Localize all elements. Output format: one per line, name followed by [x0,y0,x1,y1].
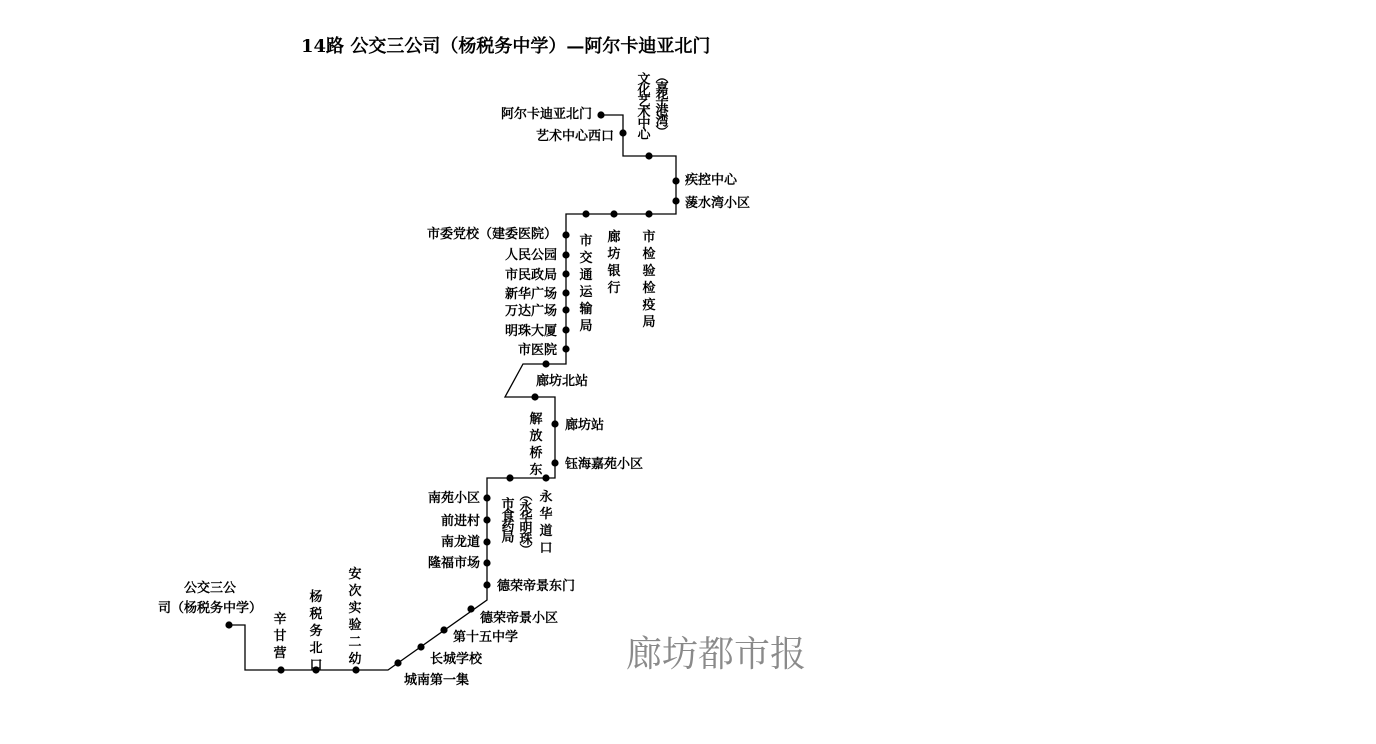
stop-label: 德荣帝景东门 [497,579,576,594]
stop-marker [483,516,490,523]
watermark: 廊坊都市报 [626,634,807,675]
stop-label: 疾控中心 [685,173,738,188]
stop-marker [483,559,490,566]
stop-marker [551,420,558,427]
stop-marker [352,666,359,673]
stop-label: 市医院 [517,343,557,358]
stop-label-char: 市 [579,233,593,249]
stop-marker [483,494,490,501]
stop-label [348,566,361,667]
stop-label: 阿尔卡迪亚北门 [500,107,592,122]
stop-label-char: 珠 [519,532,533,548]
stop-label-char: 税 [309,606,323,622]
stop-marker [672,177,679,184]
stop-label-char: ︶ [655,125,669,141]
stop-label-char: 北 [309,640,323,656]
stop-label-char: 验 [642,263,656,279]
stop-label-char: 桥 [529,445,543,461]
stop-marker [467,605,474,612]
stop-label-char: 交 [579,250,593,266]
stop-marker [562,251,569,258]
stop-label: 司（杨税务中学） [157,601,263,616]
stop-label-char: 心 [637,127,651,143]
stop-label-char: 运 [579,284,593,300]
stop-label-char: ︶ [519,543,533,559]
route-title: 14路 公交三公司（杨税务中学）—阿尔卡迪亚北门 [301,36,711,57]
stop-label-char: 杨 [309,589,323,605]
stop-markers [225,111,679,673]
stop-label-char: 解 [529,411,543,427]
stop-label: 市委党校（建委医院） [426,227,557,242]
stop-label: 城南第一集 [404,673,470,688]
stop-label: 蔆水湾小区 [685,196,751,211]
stop-label-char: 检 [642,246,656,262]
stop-label-char: 市 [501,497,515,513]
stop-label-char: 局 [579,318,593,334]
stop-marker [417,643,424,650]
stop-label-alias [655,70,668,140]
stop-label [529,411,543,478]
stop-marker [225,621,232,628]
stop-label-char: 嘉 [655,81,669,97]
stop-label: 人民公园 [504,248,557,263]
stop-marker [542,360,549,367]
stop-label-char: 食 [501,508,515,524]
stop-label-char: 幼 [348,651,362,667]
stop-label-char: 安 [348,566,362,582]
stop-label-char: 通 [579,267,593,283]
stop-label: 廊坊北站 [536,374,589,389]
stop-label-char: 文 [637,72,651,88]
stop-label-char: 验 [348,617,362,633]
stop-marker [645,210,652,217]
stop-label: 万达广场 [504,304,557,319]
stop-label-char: 口 [309,657,323,673]
stop-label: 新华广场 [504,287,557,302]
stop-label-char: 辛 [273,611,287,627]
stop-label: 南苑小区 [427,491,480,506]
stop-marker [562,289,569,296]
stop-marker [610,210,617,217]
stop-marker [506,474,513,481]
stop-marker [582,210,589,217]
stop-marker [551,459,558,466]
stop-label-char: 输 [579,301,593,317]
stop-label: 长城学校 [430,652,483,667]
stop-label: 明珠大厦 [504,324,557,339]
stop-label: 德荣帝景小区 [480,611,559,626]
stop-marker [542,474,549,481]
stop-label-char: 湾 [655,114,669,130]
stop-marker [483,538,490,545]
stop-label-char: 疫 [642,297,656,313]
stop-label-char: 港 [655,103,669,119]
stop-marker [562,270,569,277]
stop-label [578,233,593,334]
stop-label [501,496,514,545]
stop-label [606,229,620,296]
stop-label-char: 二 [348,634,362,650]
stop-marker [483,581,490,588]
stop-label: 前进村 [440,514,480,529]
stop-label-char: 华 [539,506,553,522]
stop-marker [562,326,569,333]
stop-label-char: 口 [539,540,553,556]
stop-label-char: 华 [655,92,669,108]
route-line [229,115,676,670]
stop-label: 第十五中学 [453,630,519,645]
stop-label-char: 廊 [607,229,621,245]
stop-marker [440,626,447,633]
stop-label: 隆福市场 [427,556,480,571]
stop-label: 廊坊站 [565,418,605,433]
stop-label-char: 艺 [637,94,651,110]
stop-label-char: ︵ [519,488,533,504]
stop-marker [619,129,626,136]
stop-label-char: ︵ [655,70,669,86]
stop-label-char: 化 [637,83,651,99]
stop-label-char: 市 [642,229,656,245]
stop-marker [597,111,604,118]
stop-label-char: 术 [637,105,651,121]
stop-marker [277,666,284,673]
stop-label-char: 永 [539,489,553,505]
stop-label-char: 营 [273,645,287,661]
stop-label-char: 坊 [607,246,621,262]
stop-label [636,71,651,142]
stop-marker [531,393,538,400]
stop-label-char: 次 [348,583,362,599]
stop-marker [394,659,401,666]
stop-labels [158,70,750,688]
stop-marker [562,231,569,238]
stop-marker [562,306,569,313]
stop-label-char: 行 [607,280,621,296]
stop-label-char: 中 [637,116,651,132]
stop-label-char: 华 [519,510,533,526]
stop-label-char: 检 [642,280,656,296]
stop-label-char: 放 [529,428,543,444]
stop-label-char: 药 [501,519,515,535]
stop-label: 艺术中心西口 [535,129,614,144]
stop-label-char: 务 [309,623,323,639]
stop-label-char: 明 [519,521,533,537]
stop-label [539,489,552,556]
stop-label-char: 局 [642,314,656,330]
stop-label-char: 银 [607,263,621,279]
stop-label: 南龙道 [440,535,480,550]
stop-marker [562,345,569,352]
stop-marker [672,197,679,204]
stop-label: 市民政局 [504,268,557,283]
stop-label-char: 局 [501,530,515,546]
stop-label-char: 道 [539,523,553,539]
stop-label [308,589,322,673]
stop-label-char: 实 [348,600,362,616]
stop-label-char: 永 [519,499,533,515]
stop-label [641,229,656,330]
stop-label: 公交三公 [183,581,237,596]
stop-label [273,611,286,661]
stop-marker [645,152,652,159]
stop-label-char: 东 [529,462,543,478]
stop-label-char: 甘 [273,628,287,644]
stop-label: 钰海嘉苑小区 [565,457,644,472]
stop-label-alias [519,488,532,558]
